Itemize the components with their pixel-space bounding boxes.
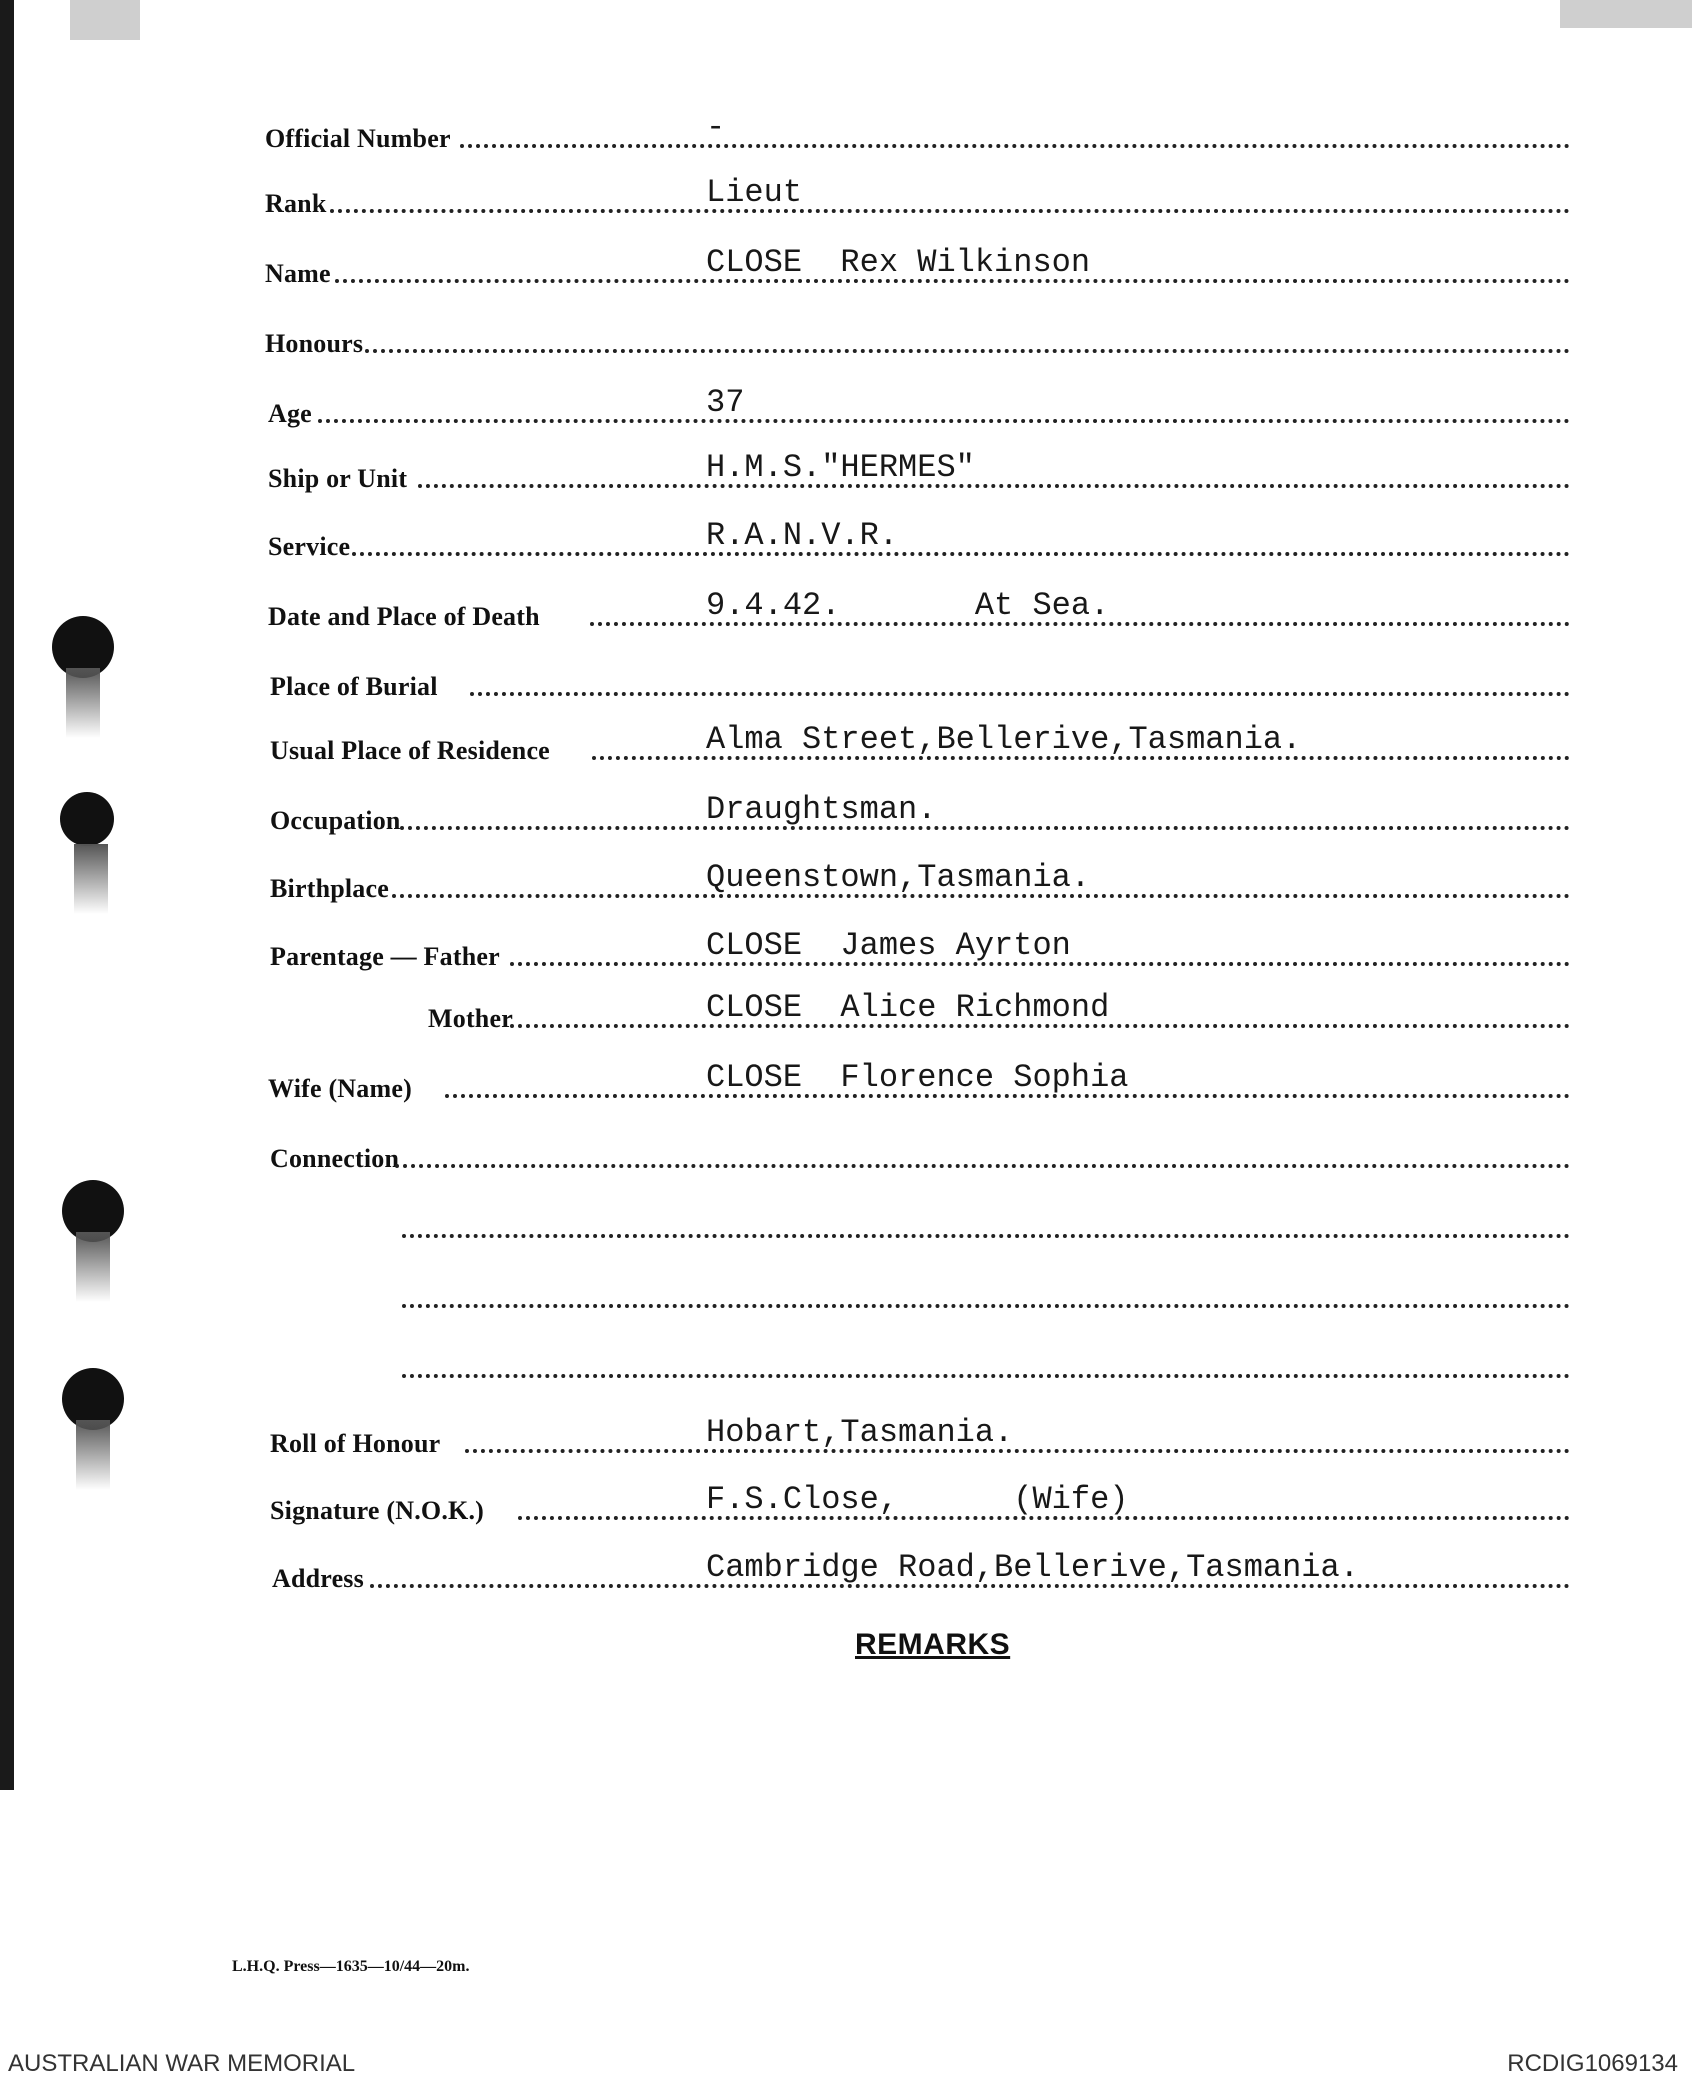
field-label: Wife (Name) — [268, 1074, 412, 1103]
footer-reference: RCDIG1069134 — [1507, 2050, 1678, 2077]
dotted-leader — [318, 419, 1570, 423]
form-row — [0, 782, 1570, 842]
field-label: Ship or Unit — [268, 464, 408, 493]
typed-value: CLOSE James Ayrton — [706, 927, 1071, 964]
typed-value: Alma Street,Bellerive,Tasmania. — [706, 721, 1302, 758]
field-label: Official Number — [265, 124, 451, 153]
form-row — [0, 1260, 1570, 1320]
typed-value: H.M.S."HERMES" — [706, 449, 975, 486]
dotted-leader — [465, 1449, 1570, 1453]
field-label: Date and Place of Death — [268, 602, 540, 631]
form-row — [0, 508, 1570, 568]
form-row — [0, 980, 1570, 1040]
dotted-leader — [402, 1304, 1570, 1308]
field-label: Mother — [428, 1004, 513, 1033]
dotted-leader — [402, 1374, 1570, 1378]
field-label: Parentage — Father — [270, 942, 500, 971]
field-label: Age — [268, 399, 312, 428]
field-label: Occupation — [270, 806, 401, 835]
form-row — [0, 1120, 1570, 1180]
form-row — [0, 918, 1570, 978]
typed-value: Draughtsman. — [706, 791, 937, 828]
form-row — [0, 165, 1570, 225]
dotted-leader — [365, 349, 1570, 353]
dotted-leader — [352, 552, 1570, 556]
remarks-heading: REMARKS — [855, 1628, 1011, 1661]
field-label: Name — [265, 259, 331, 288]
form-row — [0, 100, 1570, 160]
press-note: L.H.Q. Press—1635—10/44—20m. — [232, 1958, 470, 1975]
field-label: Connection — [270, 1144, 400, 1173]
typed-value: CLOSE Alice Richmond — [706, 989, 1110, 1026]
scan-noise-top-right — [1560, 0, 1692, 28]
typed-value: 9.4.42. At Sea. — [706, 587, 1110, 624]
field-label: Service — [268, 532, 351, 561]
dotted-leader — [460, 144, 1570, 148]
form-row — [0, 648, 1570, 708]
typed-value: CLOSE Rex Wilkinson — [706, 244, 1091, 281]
form-row — [0, 850, 1570, 910]
typed-value: F.S.Close, (Wife) — [706, 1481, 1129, 1518]
form-row — [0, 1405, 1570, 1465]
field-label: Rank — [265, 189, 327, 218]
dotted-leader — [395, 1164, 1570, 1168]
dotted-leader — [330, 209, 1570, 213]
footer-institution: AUSTRALIAN WAR MEMORIAL — [8, 2050, 356, 2077]
form-row — [0, 305, 1570, 365]
form-row — [0, 1050, 1570, 1110]
field-label: Place of Burial — [270, 672, 438, 701]
typed-value: R.A.N.V.R. — [706, 517, 899, 554]
typed-value: 37 — [706, 384, 745, 421]
form-row — [0, 1540, 1570, 1600]
field-label: Address — [272, 1564, 364, 1593]
typed-value: Lieut — [706, 174, 803, 211]
dotted-leader — [470, 692, 1570, 696]
form-row — [0, 440, 1570, 500]
field-label: Signature (N.O.K.) — [270, 1496, 485, 1525]
form-row — [0, 1330, 1570, 1390]
form-row — [0, 578, 1570, 638]
typed-value: Hobart,Tasmania. — [706, 1414, 1014, 1451]
field-label: Birthplace — [270, 874, 389, 903]
dotted-leader — [402, 1234, 1570, 1238]
form-row — [0, 235, 1570, 295]
typed-value: Queenstown,Tasmania. — [706, 859, 1091, 896]
typed-value: CLOSE Florence Sophia — [706, 1059, 1129, 1096]
form-row — [0, 1190, 1570, 1250]
typed-value: - — [706, 109, 726, 146]
field-label: Usual Place of Residence — [270, 736, 550, 765]
dotted-leader — [418, 484, 1570, 488]
form-row — [0, 375, 1570, 435]
typed-value: Cambridge Road,Bellerive,Tasmania. — [706, 1549, 1359, 1586]
dotted-leader — [400, 826, 1570, 830]
field-label: Honours — [265, 329, 364, 358]
field-label: Roll of Honour — [270, 1429, 441, 1458]
form-row — [0, 712, 1570, 772]
form-row — [0, 1472, 1570, 1532]
scan-noise-top-left — [70, 0, 140, 40]
